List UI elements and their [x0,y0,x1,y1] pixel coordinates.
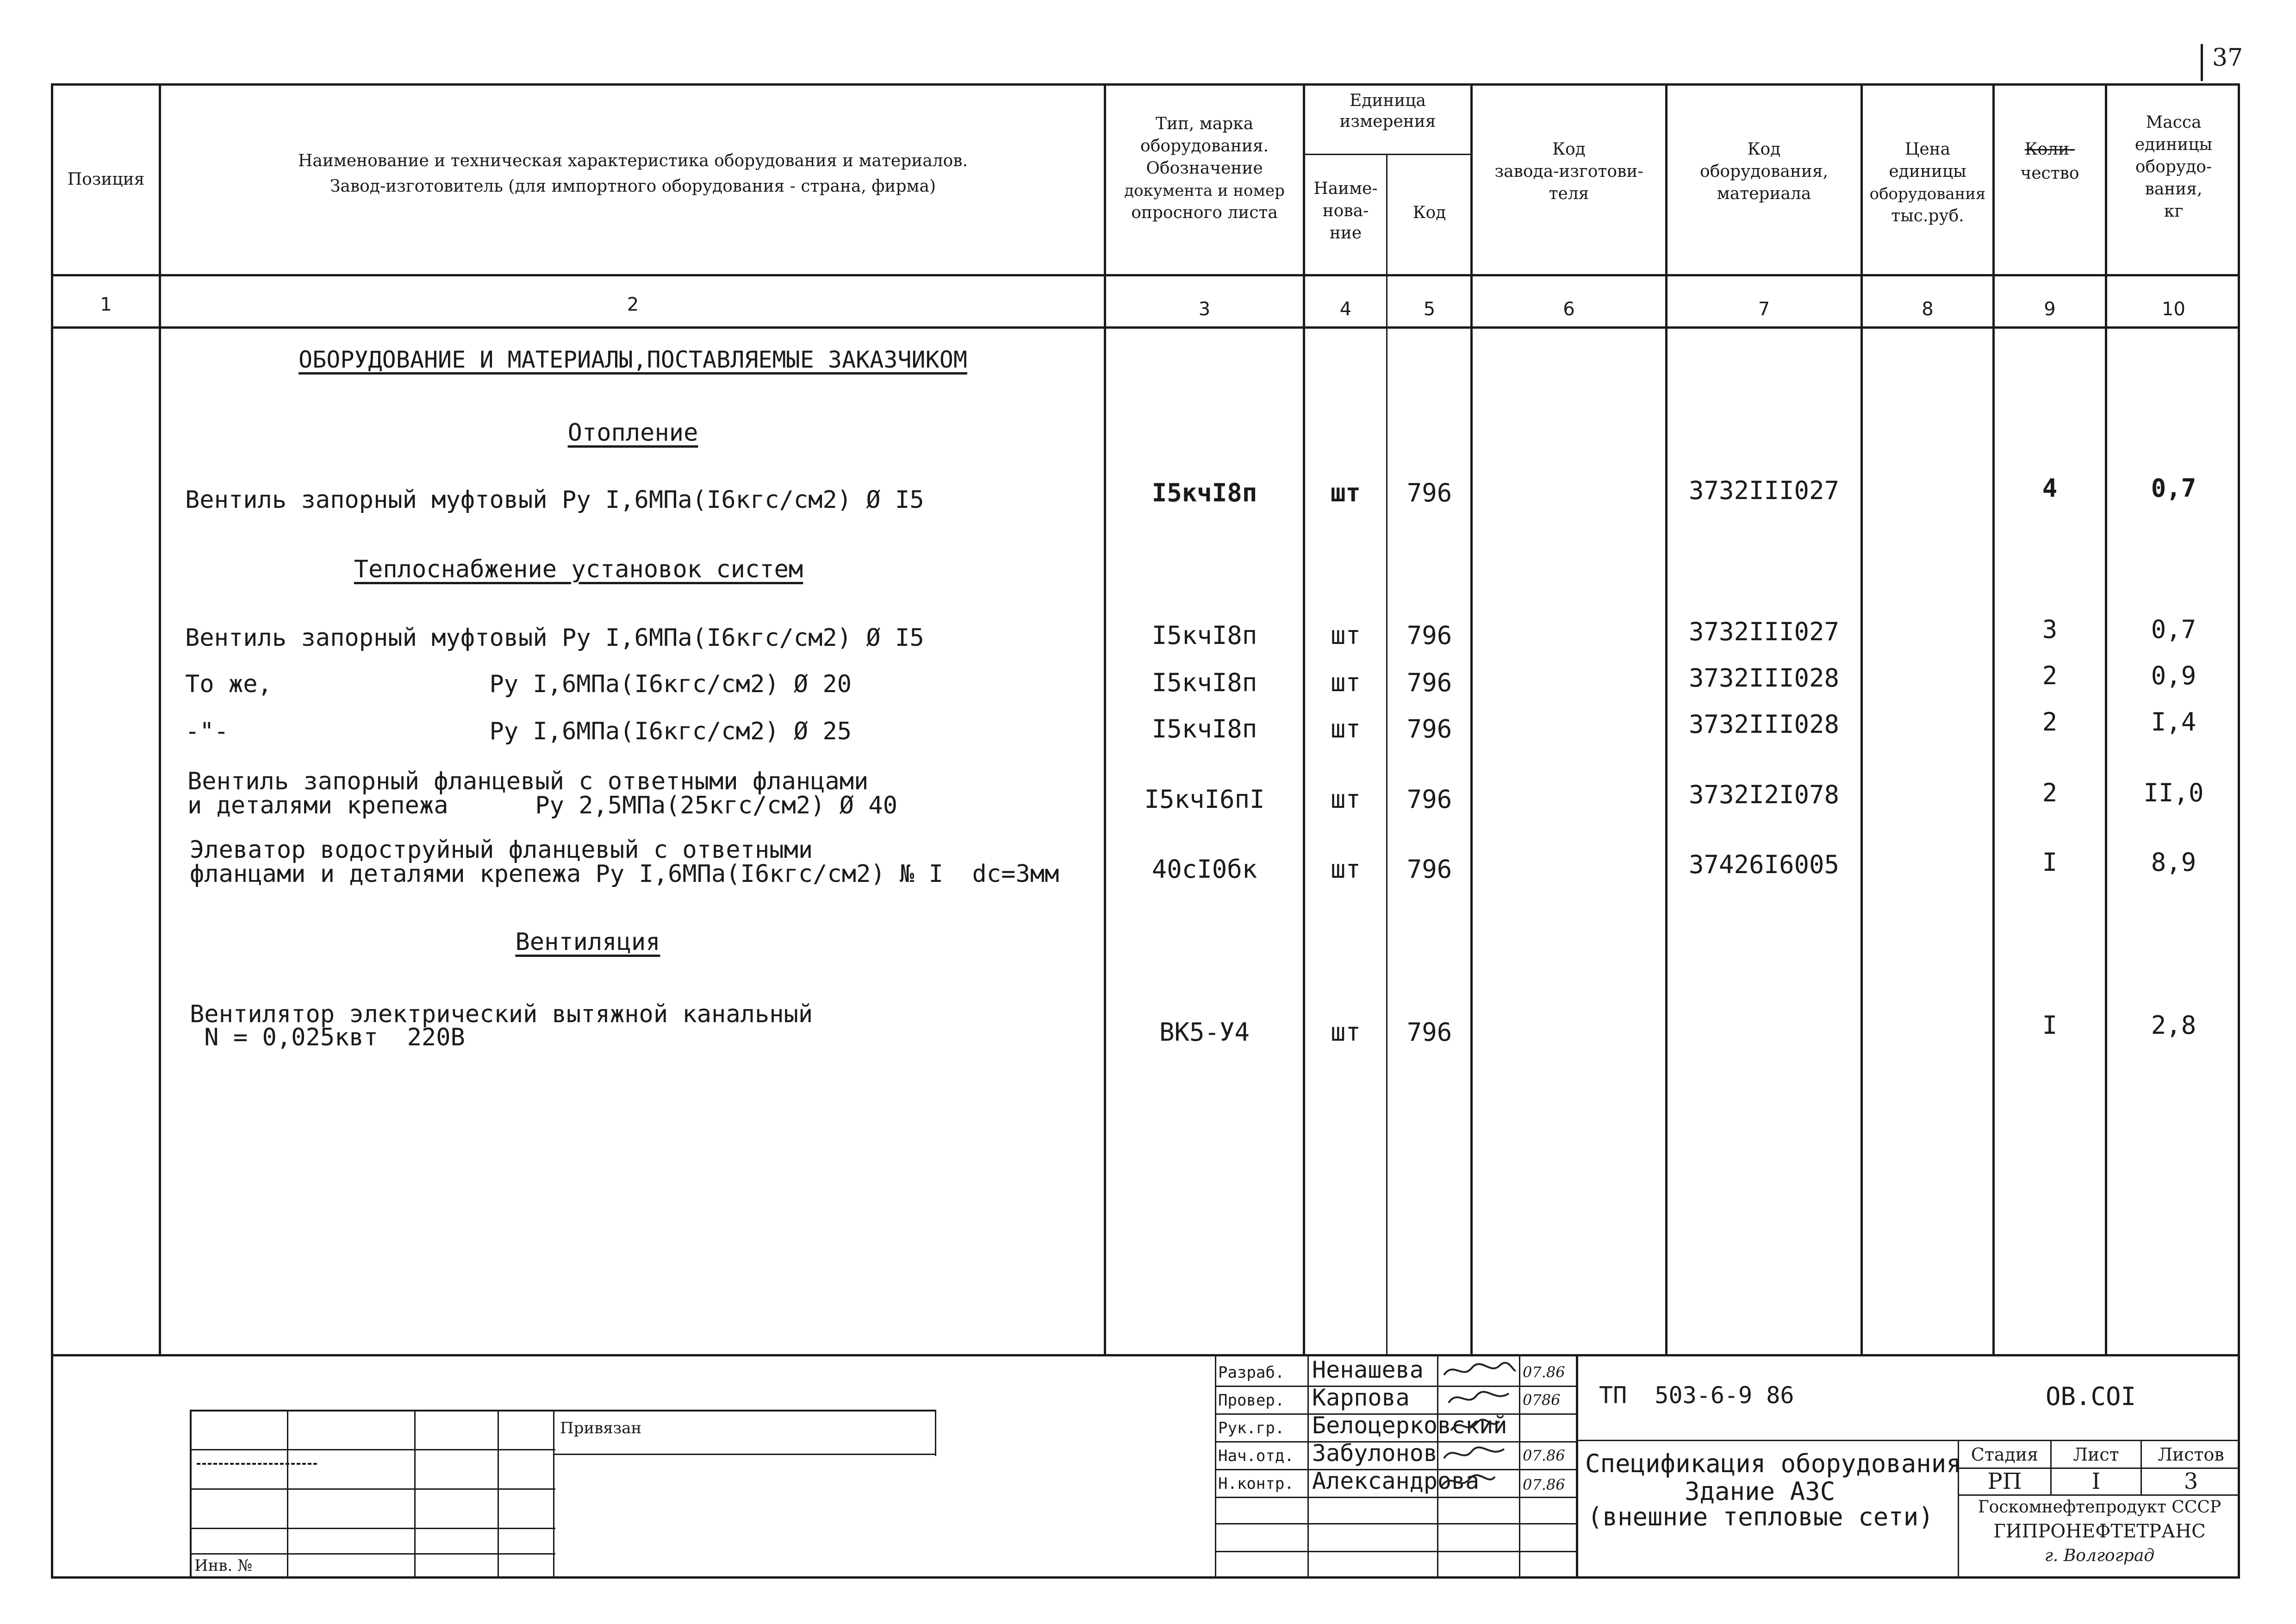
section-heating: Отопление [567,419,698,447]
row-material-code: 3732III027 [1688,617,1840,646]
stage-row-line [1958,1494,2240,1496]
header-type-line1: Тип, марка [1155,114,1254,133]
colnum-6: 6 [1563,299,1575,320]
row-quantity: 2 [2042,707,2058,737]
row-unit-code: 796 [1406,714,1452,743]
doc-title-line1: Спецификация оборудования [1585,1449,1961,1478]
header-mass-line1: Масса [2146,113,2202,132]
header-factory-code-line2: завода-изготови- [1494,162,1643,181]
sign-col [1215,1354,1216,1579]
doc-code: ТП 503-6-9 86 [1599,1382,1794,1409]
header-units-line2: измерения [1339,112,1436,131]
stage-value: РП [1987,1468,2022,1494]
binding-grid-row [190,1553,555,1555]
header-name-line1: Наименование и техническая характеристика оборудования и материалов. [298,151,968,170]
row-type: 40сI0бк [1151,855,1257,884]
row-type: I5кчI8п [1151,621,1257,650]
row-name-line1: Вентилятор электрический вытяжной канальный [190,1000,813,1028]
row-type: I5кчI6пI [1144,785,1265,814]
person-name: Карпова [1312,1384,1410,1411]
row-name-line2: фланцами и деталями крепежа Ру I,6МПа(I6кгс/см2) № I dc=3мм [190,860,1059,888]
header-quantity-line2: чество [2020,164,2079,183]
binding-grid-row [190,1449,555,1450]
header-price-line1: Цена [1904,140,1951,159]
sheet-label: Лист [2073,1444,2119,1465]
person-name: Забулонов [1312,1440,1437,1467]
row-unit: шт [1330,1018,1361,1047]
row-unit-code: 796 [1406,478,1452,507]
row-mass: 0,7 [2151,474,2196,503]
header-position: Позиция [67,170,145,189]
header-type-line2: оборудования. [1140,137,1269,156]
title-block-top-line [51,1354,2240,1356]
header-type-line3: Обозначение [1146,159,1263,178]
row-mass: I,4 [2151,707,2196,737]
col-line-7 [1860,83,1863,1354]
page-number-divider [2201,44,2203,81]
sheet-code: ОВ.СОI [2046,1382,2136,1411]
colnum-7: 7 [1758,299,1770,320]
header-name-line2: Завод-изготовитель (для импортного оборудования - страна, фирма) [330,177,936,196]
binding-grid-row [190,1488,555,1490]
header-type-line5: опросного листа [1131,203,1278,222]
role-label: Рук.гр. [1218,1419,1285,1437]
header-material-code-line1: Код [1747,140,1781,159]
header-unit-code: Код [1412,203,1446,222]
person-name: Белоцерковский [1312,1412,1507,1439]
row-type: I5кчI8п [1151,714,1257,743]
sign-col [1307,1354,1309,1579]
binding-grid-col [553,1410,554,1579]
role-label: Разраб. [1218,1363,1285,1382]
binding-grid-col [414,1410,416,1579]
header-price-line3: оборудования [1869,185,1986,203]
row-unit: шт [1330,785,1361,814]
binding-grid-col [935,1410,936,1456]
row-unit: шт [1330,478,1361,507]
row-mass: 2,8 [2151,1011,2196,1040]
colnum-2: 2 [627,294,639,315]
row-name-line2: N = 0,025квт 220В [190,1024,465,1051]
sheets-value: 3 [2184,1468,2198,1494]
sign-date: 07.86 [1523,1476,1565,1493]
org-line2: ГИПРОНЕФТЕТРАНС [1993,1521,2206,1542]
colnum-3: 3 [1198,299,1211,320]
row-type: ВК5-У4 [1159,1018,1250,1047]
header-factory-code-line3: теля [1549,184,1589,203]
row-name: То же, Ру I,6МПа(I6кгс/см2) Ø 20 [185,670,852,698]
signatures-image [1439,1356,1518,1495]
row-name-line1: Вентиль запорный фланцевый с ответными фланцами [187,768,869,795]
inv-no-label: Инв. № [194,1556,253,1575]
header-quantity-line1: Коли- [2024,140,2075,159]
row-unit: шт [1330,855,1361,884]
sign-col [1519,1354,1520,1579]
privyazan-label: Привязан [560,1419,642,1437]
sign-date: 07.86 [1523,1447,1565,1464]
row-mass: 0,7 [2151,615,2196,644]
doc-title-line2: Здание АЗС [1685,1477,1836,1506]
col-line-4 [1386,154,1388,1354]
org-line1: Госкомнефтепродукт СССР [1978,1498,2221,1517]
row-mass: 0,9 [2151,661,2196,690]
role-label: Провер. [1218,1391,1285,1410]
row-quantity: I [2042,848,2058,877]
row-unit: шт [1330,668,1361,697]
header-units-line1: Единица [1349,91,1426,110]
col-line-1 [159,83,161,1354]
binding-grid-row [190,1528,555,1529]
row-quantity: I [2042,1011,2058,1040]
sign-col [1576,1354,1578,1579]
person-name: Александрова [1312,1468,1480,1494]
sheets-label: Листов [2158,1444,2224,1465]
header-unit-name-line2: нова- [1322,201,1369,220]
row-name-line2: и деталями крепежа Ру 2,5МПа(25кгс/см2) Ø 40 [187,792,898,819]
binding-grid-col [287,1410,288,1579]
colnum-10: 10 [2162,299,2185,320]
header-material-code-line3: материала [1717,184,1811,203]
header-bottom-line [51,274,2240,276]
doc-title-line3: (внешние тепловые сети) [1587,1502,1934,1531]
row-material-code: 3732III028 [1688,663,1840,693]
sign-row [1215,1497,1576,1498]
sign-row [1215,1551,1576,1552]
page-number: 37 [2212,44,2243,72]
row-material-code: 3732I2I078 [1688,780,1840,809]
header-mass-line5: кг [2164,202,2184,221]
colnum-1: 1 [100,294,112,315]
colnum-4: 4 [1339,299,1352,320]
header-mass-line3: оборудо- [2135,157,2212,176]
role-label: Нач.отд. [1218,1447,1294,1465]
row-quantity: 2 [2042,661,2058,690]
sign-date: 07.86 [1523,1363,1565,1381]
row-name: Вентиль запорный муфтовый Ру I,6МПа(I6кгс/см2) Ø I5 [185,624,924,652]
row-material-code: 3732III027 [1688,476,1840,505]
row-type: I5кчI8п [1151,668,1257,697]
row-mass: II,0 [2143,778,2204,807]
row-name-line1: Элеватор водоструйный фланцевый с ответными [190,836,813,864]
row-unit: шт [1330,621,1361,650]
header-price-line2: единицы [1889,162,1966,181]
colnum-9: 9 [2044,299,2056,320]
col-line-5 [1470,83,1473,1354]
header-unit-name-line1: Наиме- [1313,179,1378,198]
row-material-code: 3732III028 [1688,710,1840,739]
section-heat-supply: Теплоснабжение установок систем [354,556,803,583]
header-type-line4: документа и номер [1124,181,1285,200]
person-name: Ненашева [1312,1356,1424,1383]
row-unit-code: 796 [1406,855,1452,884]
row-material-code: 37426I6005 [1688,850,1840,879]
row-type: I5кчI8п [1151,478,1257,507]
header-unit-name-line3: ние [1329,224,1362,243]
row-unit-code: 796 [1406,1018,1452,1047]
row-quantity: 2 [2042,778,2058,807]
stage-label: Стадия [1971,1444,2039,1465]
row-unit: шт [1330,714,1361,743]
role-label: Н.контр. [1218,1474,1294,1493]
section-main: ОБОРУДОВАНИЕ И МАТЕРИАЛЫ,ПОСТАВЛЯЕМЫЕ ЗАКАЗЧИКОМ [299,346,967,373]
header-price-line4: тыс.руб. [1891,206,1964,225]
sign-row [1215,1523,1576,1524]
sheet-value: I [2091,1468,2101,1494]
dash-mark [197,1463,317,1465]
column-numbers-bottom-line [51,326,2240,329]
row-name: Вентиль запорный муфтовый Ру I,6МПа(I6кгс/см2) Ø I5 [185,486,924,514]
header-mass-line2: единицы [2134,135,2213,154]
org-line3: г. Волгоград [2044,1546,2155,1565]
section-ventilation: Вентиляция [515,928,660,956]
row-quantity: 3 [2042,615,2058,644]
colnum-8: 8 [1922,299,1934,320]
row-quantity: 4 [2042,474,2058,503]
header-factory-code-line1: Код [1552,140,1586,159]
row-unit-code: 796 [1406,785,1452,814]
colnum-5: 5 [1423,299,1436,320]
row-name: -"- Ру I,6МПа(I6кгс/см2) Ø 25 [185,718,852,745]
header-material-code-line2: оборудования, [1700,162,1828,181]
binding-grid-row [553,1454,935,1455]
row-unit-code: 796 [1406,668,1452,697]
header-mass-line4: вания, [2145,180,2203,199]
row-mass: 8,9 [2151,848,2196,877]
row-unit-code: 796 [1406,621,1452,650]
sign-date: 0786 [1523,1391,1561,1409]
binding-grid-col [498,1410,499,1579]
